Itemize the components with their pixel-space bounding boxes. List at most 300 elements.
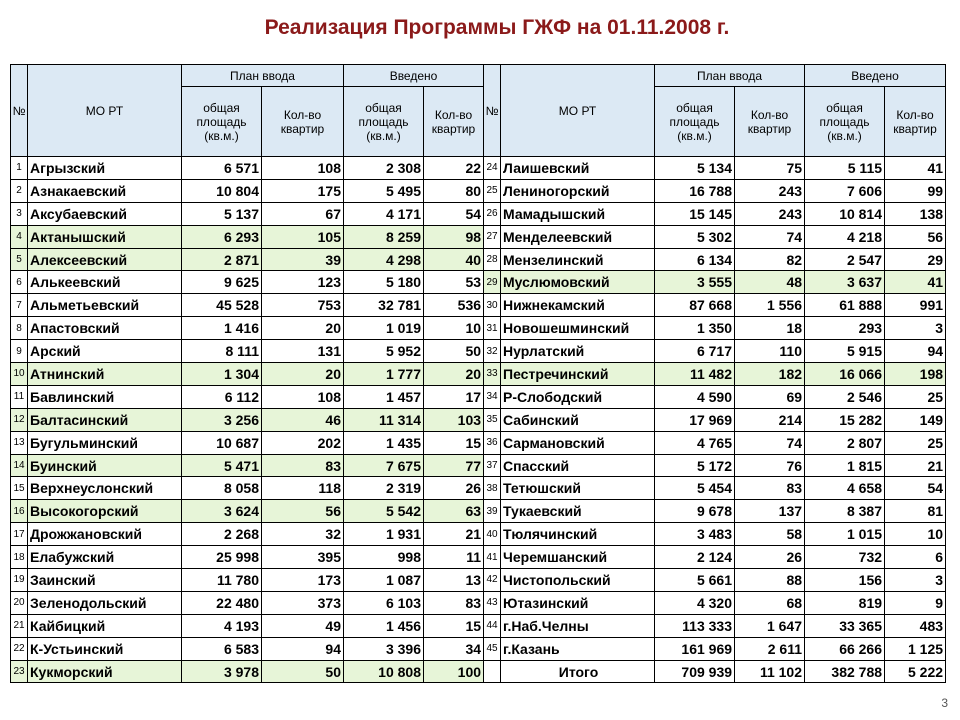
done-count: 80 [424,179,484,202]
done-count: 100 [424,660,484,683]
district-name: Верхнеуслонский [28,477,182,500]
plan-area: 10 687 [182,431,262,454]
header-done-count: Кол-во квартир [424,87,484,157]
plan-area: 6 583 [182,637,262,660]
done-area: 732 [805,546,885,569]
district-name: Зеленодольский [28,591,182,614]
row-number: 43 [484,591,501,614]
district-name: Заинский [28,569,182,592]
done-count: 99 [885,179,946,202]
row-number: 41 [484,546,501,569]
plan-area: 6 717 [655,340,735,363]
district-name: Балтасинский [28,408,182,431]
plan-area: 1 350 [655,317,735,340]
plan-area: 22 480 [182,591,262,614]
district-name: Аксубаевский [28,202,182,225]
header-plan: План ввода [182,65,344,87]
page-number: 3 [941,696,948,710]
plan-count: 49 [262,614,344,637]
plan-count: 56 [262,500,344,523]
row-number: 5 [11,248,28,271]
district-name: Бугульминский [28,431,182,454]
plan-count: 83 [262,454,344,477]
row-number: 6 [11,271,28,294]
plan-count: 69 [735,385,805,408]
done-count: 15 [424,614,484,637]
done-count: 34 [424,637,484,660]
done-area: 293 [805,317,885,340]
row-number: 27 [484,225,501,248]
done-count: 83 [424,591,484,614]
plan-area: 6 571 [182,157,262,180]
table-row [11,523,946,546]
done-area: 2 308 [344,157,424,180]
plan-area: 17 969 [655,408,735,431]
plan-area: 6 293 [182,225,262,248]
header-done-area: общая площадь (кв.м.) [805,87,885,157]
row-number: 17 [11,523,28,546]
plan-area: 9 678 [655,500,735,523]
row-number: 23 [11,660,28,683]
housing-program-table [10,64,946,683]
district-name: Актанышский [28,225,182,248]
done-area: 1 931 [344,523,424,546]
done-count: 991 [885,294,946,317]
row-number: 39 [484,500,501,523]
header-mo: МО РТ [501,65,655,157]
table-row [11,660,946,683]
district-name: Итого [501,660,655,683]
done-count: 198 [885,363,946,386]
plan-area: 113 333 [655,614,735,637]
done-area: 5 952 [344,340,424,363]
district-name: Лениногорский [501,179,655,202]
row-number: 7 [11,294,28,317]
done-count: 26 [424,477,484,500]
row-number: 13 [11,431,28,454]
table-row [11,157,946,180]
done-area: 33 365 [805,614,885,637]
table-row [11,385,946,408]
plan-count: 131 [262,340,344,363]
table-row [11,500,946,523]
district-name: К-Устьинский [28,637,182,660]
row-number: 33 [484,363,501,386]
district-name: Р-Слободский [501,385,655,408]
district-name: Спасский [501,454,655,477]
row-number: 25 [484,179,501,202]
plan-area: 5 661 [655,569,735,592]
plan-count: 11 102 [735,660,805,683]
plan-count: 2 611 [735,637,805,660]
done-area: 4 298 [344,248,424,271]
table-row [11,408,946,431]
done-area: 61 888 [805,294,885,317]
plan-count: 74 [735,431,805,454]
done-area: 10 814 [805,202,885,225]
row-number: 30 [484,294,501,317]
done-area: 6 103 [344,591,424,614]
table-row [11,179,946,202]
plan-area: 4 590 [655,385,735,408]
plan-count: 39 [262,248,344,271]
done-count: 22 [424,157,484,180]
plan-area: 1 416 [182,317,262,340]
plan-area: 87 668 [655,294,735,317]
district-name: Сармановский [501,431,655,454]
done-area: 11 314 [344,408,424,431]
row-number: 10 [11,363,28,386]
row-number: 19 [11,569,28,592]
done-area: 32 781 [344,294,424,317]
plan-count: 94 [262,637,344,660]
row-number: 4 [11,225,28,248]
row-number: 20 [11,591,28,614]
plan-count: 243 [735,179,805,202]
plan-area: 25 998 [182,546,262,569]
row-number: 26 [484,202,501,225]
done-area: 1 457 [344,385,424,408]
row-number: 35 [484,408,501,431]
plan-area: 6 134 [655,248,735,271]
done-count: 50 [424,340,484,363]
done-count: 10 [885,523,946,546]
plan-count: 68 [735,591,805,614]
district-name: Высокогорский [28,500,182,523]
plan-area: 5 454 [655,477,735,500]
district-name: Альметьевский [28,294,182,317]
plan-count: 1 647 [735,614,805,637]
done-area: 2 547 [805,248,885,271]
plan-count: 88 [735,569,805,592]
done-count: 149 [885,408,946,431]
row-number: 34 [484,385,501,408]
done-count: 21 [885,454,946,477]
table-row [11,431,946,454]
row-number: 21 [11,614,28,637]
done-count: 54 [424,202,484,225]
done-area: 1 815 [805,454,885,477]
district-name: Азнакаевский [28,179,182,202]
done-count: 94 [885,340,946,363]
plan-count: 182 [735,363,805,386]
done-area: 2 546 [805,385,885,408]
district-name: Ютазинский [501,591,655,614]
district-name: Новошешминский [501,317,655,340]
done-count: 15 [424,431,484,454]
done-area: 1 777 [344,363,424,386]
plan-area: 3 624 [182,500,262,523]
plan-area: 4 765 [655,431,735,454]
plan-area: 5 172 [655,454,735,477]
row-number: 37 [484,454,501,477]
plan-count: 243 [735,202,805,225]
plan-count: 76 [735,454,805,477]
done-area: 5 915 [805,340,885,363]
row-number: 40 [484,523,501,546]
done-count: 20 [424,363,484,386]
header-plan-area: общая площадь (кв.м.) [182,87,262,157]
row-number: 3 [11,202,28,225]
plan-area: 45 528 [182,294,262,317]
table-row [11,637,946,660]
done-area: 1 456 [344,614,424,637]
done-area: 2 807 [805,431,885,454]
done-count: 3 [885,569,946,592]
done-count: 40 [424,248,484,271]
plan-count: 118 [262,477,344,500]
table-row [11,248,946,271]
plan-count: 50 [262,660,344,683]
done-area: 4 218 [805,225,885,248]
done-area: 5 115 [805,157,885,180]
plan-area: 3 256 [182,408,262,431]
done-area: 1 015 [805,523,885,546]
plan-count: 105 [262,225,344,248]
district-name: Тетюшский [501,477,655,500]
plan-count: 20 [262,363,344,386]
plan-count: 74 [735,225,805,248]
done-count: 53 [424,271,484,294]
done-count: 25 [885,385,946,408]
row-number: 11 [11,385,28,408]
done-area: 8 259 [344,225,424,248]
table-row [11,271,946,294]
district-name: Пестречинский [501,363,655,386]
row-number: 45 [484,637,501,660]
header-done-area: общая площадь (кв.м.) [344,87,424,157]
district-name: Лаишевский [501,157,655,180]
table-row [11,477,946,500]
done-count: 17 [424,385,484,408]
done-count: 77 [424,454,484,477]
plan-area: 11 482 [655,363,735,386]
done-area: 382 788 [805,660,885,683]
district-name: Кукморский [28,660,182,683]
plan-count: 137 [735,500,805,523]
plan-count: 110 [735,340,805,363]
plan-area: 3 483 [655,523,735,546]
row-number: 1 [11,157,28,180]
page-title: Реализация Программы ГЖФ на 01.11.2008 г. [264,16,730,39]
header-done: Введено [344,65,484,87]
done-count: 483 [885,614,946,637]
plan-area: 5 137 [182,202,262,225]
plan-count: 108 [262,385,344,408]
row-number: 36 [484,431,501,454]
plan-count: 82 [735,248,805,271]
row-number: 8 [11,317,28,340]
plan-count: 26 [735,546,805,569]
done-count: 3 [885,317,946,340]
row-number: 31 [484,317,501,340]
header-done: Введено [805,65,946,87]
district-name: Бавлинский [28,385,182,408]
done-area: 819 [805,591,885,614]
row-number: 38 [484,477,501,500]
district-name: Нижнекамский [501,294,655,317]
plan-count: 1 556 [735,294,805,317]
done-area: 1 435 [344,431,424,454]
plan-area: 6 112 [182,385,262,408]
plan-area: 709 939 [655,660,735,683]
header-num: № [11,65,28,157]
done-area: 7 606 [805,179,885,202]
done-area: 156 [805,569,885,592]
row-number: 29 [484,271,501,294]
header-num: № [484,65,501,157]
done-area: 16 066 [805,363,885,386]
plan-area: 3 978 [182,660,262,683]
done-count: 25 [885,431,946,454]
plan-area: 5 302 [655,225,735,248]
district-name: г.Наб.Челны [501,614,655,637]
row-number: 12 [11,408,28,431]
header-done-count: Кол-во квартир [885,87,946,157]
district-name: Апастовский [28,317,182,340]
done-area: 2 319 [344,477,424,500]
table-row [11,614,946,637]
row-number: 16 [11,500,28,523]
plan-area: 4 193 [182,614,262,637]
plan-area: 8 058 [182,477,262,500]
plan-count: 123 [262,271,344,294]
row-number: 24 [484,157,501,180]
plan-count: 18 [735,317,805,340]
district-name: Мамадышский [501,202,655,225]
done-count: 103 [424,408,484,431]
district-name: Сабинский [501,408,655,431]
row-number [484,660,501,683]
plan-area: 161 969 [655,637,735,660]
done-count: 1 125 [885,637,946,660]
done-count: 9 [885,591,946,614]
table-row [11,591,946,614]
district-name: Арский [28,340,182,363]
done-area: 4 171 [344,202,424,225]
plan-count: 20 [262,317,344,340]
done-count: 536 [424,294,484,317]
done-count: 98 [424,225,484,248]
done-area: 15 282 [805,408,885,431]
district-name: Тукаевский [501,500,655,523]
table-row [11,363,946,386]
done-area: 66 266 [805,637,885,660]
header-plan: План ввода [655,65,805,87]
plan-area: 16 788 [655,179,735,202]
done-area: 5 180 [344,271,424,294]
district-name: Алькеевский [28,271,182,294]
row-number: 15 [11,477,28,500]
table-header [11,65,946,157]
done-count: 63 [424,500,484,523]
plan-count: 83 [735,477,805,500]
done-count: 81 [885,500,946,523]
done-area: 8 387 [805,500,885,523]
table-row [11,340,946,363]
done-count: 21 [424,523,484,546]
plan-area: 1 304 [182,363,262,386]
plan-area: 2 268 [182,523,262,546]
row-number: 22 [11,637,28,660]
plan-count: 373 [262,591,344,614]
row-number: 9 [11,340,28,363]
table-row [11,294,946,317]
plan-count: 67 [262,202,344,225]
district-name: Кайбицкий [28,614,182,637]
row-number: 14 [11,454,28,477]
plan-count: 46 [262,408,344,431]
row-number: 44 [484,614,501,637]
plan-count: 173 [262,569,344,592]
district-name: Елабужский [28,546,182,569]
header-plan-count: Кол-во квартир [735,87,805,157]
done-area: 5 495 [344,179,424,202]
plan-count: 395 [262,546,344,569]
plan-count: 202 [262,431,344,454]
plan-area: 10 804 [182,179,262,202]
done-count: 11 [424,546,484,569]
district-name: Муслюмовский [501,271,655,294]
done-count: 41 [885,271,946,294]
done-count: 5 222 [885,660,946,683]
table-row [11,202,946,225]
row-number: 28 [484,248,501,271]
district-name: Мензелинский [501,248,655,271]
plan-count: 58 [735,523,805,546]
plan-area: 8 111 [182,340,262,363]
plan-count: 48 [735,271,805,294]
plan-area: 11 780 [182,569,262,592]
done-count: 6 [885,546,946,569]
done-count: 41 [885,157,946,180]
plan-area: 5 134 [655,157,735,180]
table-row [11,317,946,340]
table-body [11,157,946,683]
district-name: Нурлатский [501,340,655,363]
done-area: 3 396 [344,637,424,660]
done-area: 1 019 [344,317,424,340]
done-area: 10 808 [344,660,424,683]
done-count: 54 [885,477,946,500]
done-count: 29 [885,248,946,271]
table-row [11,569,946,592]
done-area: 4 658 [805,477,885,500]
row-number: 2 [11,179,28,202]
done-area: 1 087 [344,569,424,592]
table-row [11,546,946,569]
district-name: Тюлячинский [501,523,655,546]
plan-count: 108 [262,157,344,180]
plan-area: 3 555 [655,271,735,294]
done-area: 7 675 [344,454,424,477]
district-name: Агрызский [28,157,182,180]
district-name: Черемшанский [501,546,655,569]
table-row [11,225,946,248]
plan-area: 15 145 [655,202,735,225]
plan-count: 75 [735,157,805,180]
district-name: Менделеевский [501,225,655,248]
row-number: 32 [484,340,501,363]
done-area: 998 [344,546,424,569]
district-name: Буинский [28,454,182,477]
plan-area: 4 320 [655,591,735,614]
district-name: Атнинский [28,363,182,386]
header-plan-count: Кол-во квартир [262,87,344,157]
district-name: г.Казань [501,637,655,660]
district-name: Дрожжановский [28,523,182,546]
plan-area: 9 625 [182,271,262,294]
